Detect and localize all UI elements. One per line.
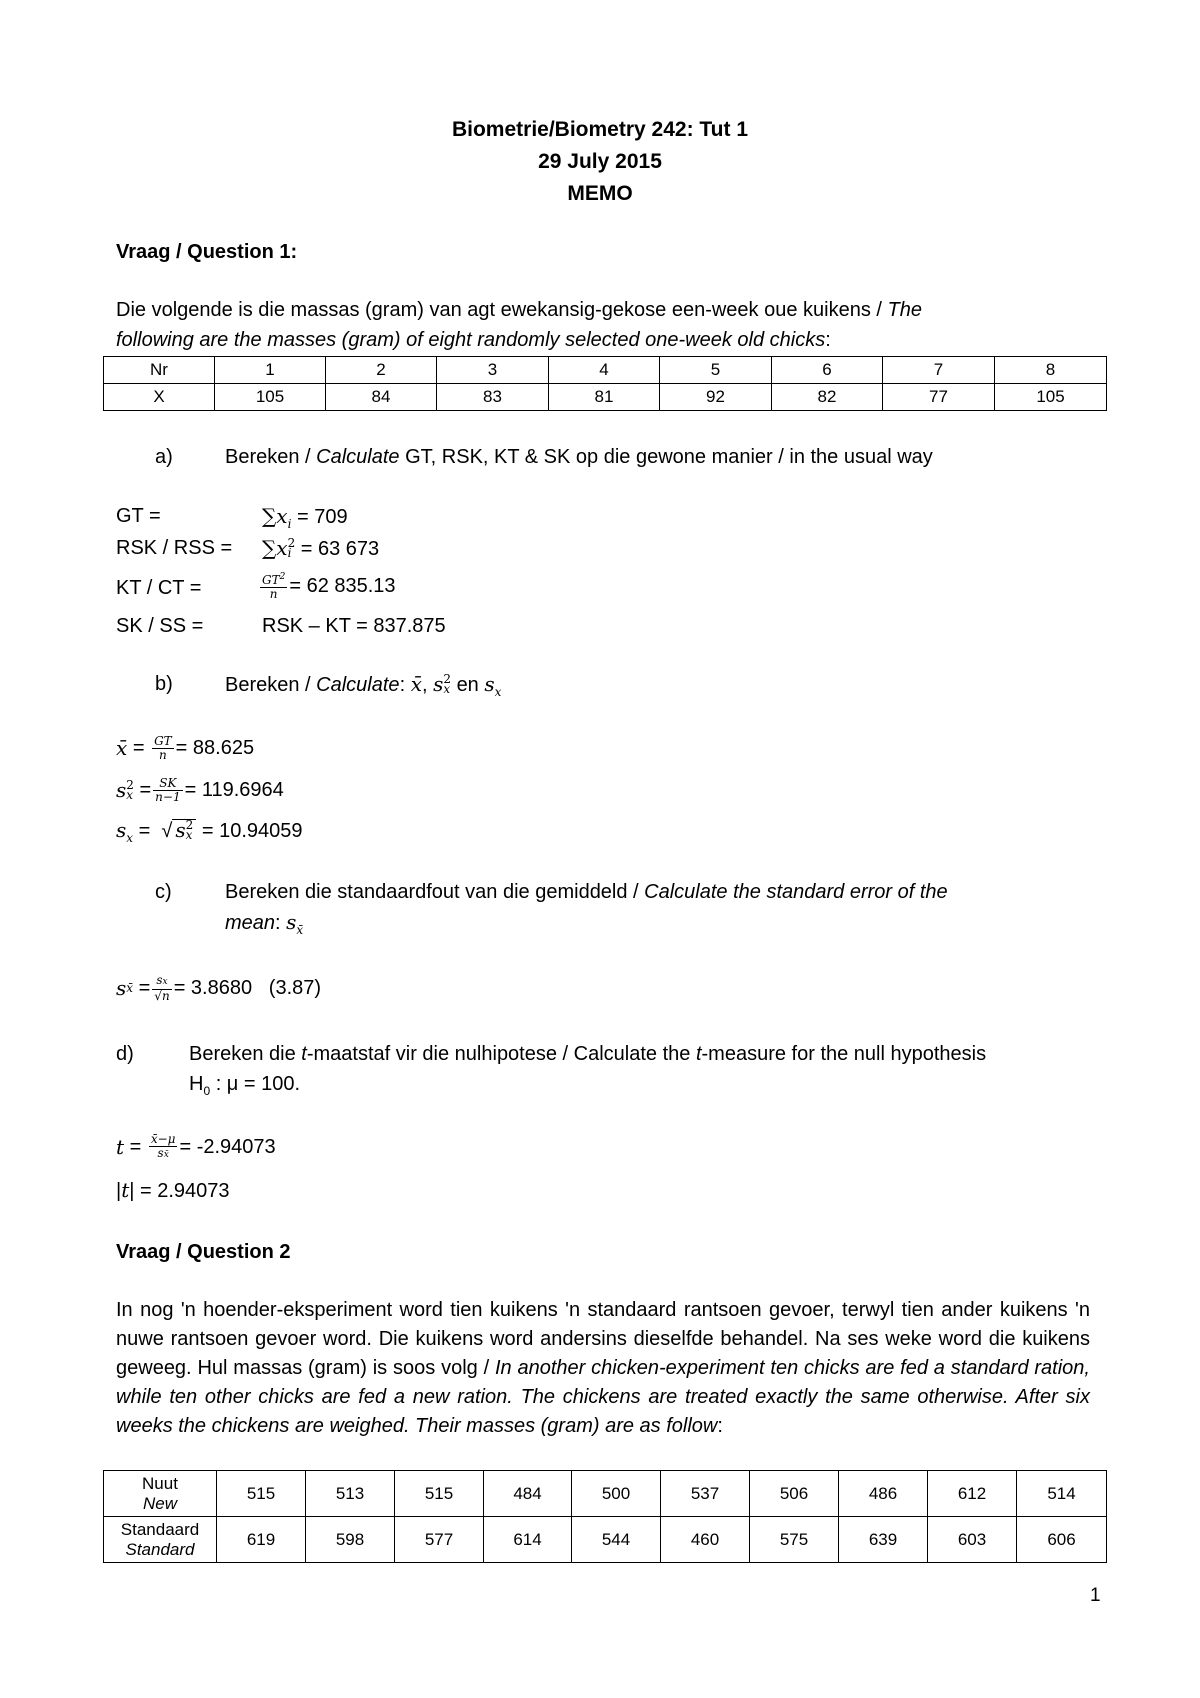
table-cell: 537: [661, 1471, 750, 1517]
table-cell: 515: [217, 1471, 306, 1517]
table-cell: 460: [661, 1517, 750, 1563]
part-d-question-line-1: [189, 1042, 986, 1066]
table-cell: 81: [549, 384, 660, 411]
question-2-heading: Vraag / Question 2: [116, 1241, 291, 1263]
table-cell: 514: [1017, 1471, 1107, 1517]
sd-formula: $s_x$ = √ s 2 x = 10.94059: [116, 818, 303, 845]
table-cell: 598: [306, 1517, 395, 1563]
part-c-question-line-2: mean: $s_{x̄}$: [225, 910, 304, 937]
h0-subscript: 0: [203, 1084, 211, 1098]
standard-label-af: Standaard: [120, 1519, 200, 1539]
t-value: = -2.94073: [179, 1136, 276, 1158]
se-rounded: (3.87): [268, 977, 322, 999]
part-b-label: b): [155, 673, 173, 695]
question-2-paragraph: [116, 1296, 1090, 1441]
part-a-label: a): [155, 446, 173, 468]
rsk-formula: ∑x 2 i = 63 673: [262, 536, 380, 560]
variance-value: = 119.6964: [184, 779, 284, 801]
new-label-af: Nuut: [142, 1473, 178, 1493]
gt-label: GT =: [116, 505, 161, 527]
table-cell: 639: [839, 1517, 928, 1563]
table-row: [104, 1471, 1107, 1517]
variance-formula: s 2 x = $\frac{SK}{n-1}$ = 119.6964: [116, 775, 284, 804]
part-b-question: Bereken / Calculate: x̄, s 2 x en $s_x$: [225, 672, 502, 699]
table-row: [104, 1517, 1107, 1563]
part-b-en: en: [456, 674, 479, 696]
sk-value: RSK – KT = 837.875: [262, 615, 446, 637]
question-2-text-end: :: [717, 1415, 723, 1437]
rsk-value: = 63 673: [300, 538, 380, 560]
table-cell: 612: [928, 1471, 1017, 1517]
h0-letter: H: [189, 1073, 204, 1095]
part-a-text-italic: Calculate: [316, 446, 400, 468]
table-cell: 500: [572, 1471, 661, 1517]
table-cell: 515: [395, 1471, 484, 1517]
se-value: = 3.8680: [173, 977, 253, 999]
table-cell: 606: [1017, 1517, 1107, 1563]
row-label: X: [104, 384, 215, 411]
table-cell: 506: [750, 1471, 839, 1517]
gt-formula: $\sum x_i = 709$: [262, 504, 348, 531]
h0-text: : μ = 100.: [210, 1073, 301, 1095]
rsk-label: RSK / RSS =: [116, 537, 233, 559]
part-c-text-2: :: [275, 912, 281, 934]
part-d-text-2: -maatstaf vir die nulhipotese / Calculate the: [306, 1043, 696, 1065]
table-cell: 484: [484, 1471, 572, 1517]
table-cell: 7: [883, 357, 995, 384]
part-d-text-1: Bereken die: [189, 1043, 302, 1065]
table-row: [104, 357, 1107, 384]
part-a-text-1: Bereken /: [225, 446, 317, 468]
question-2-text-af: In nog 'n hoender-eksperiment word tien kuikens 'n standaard rantsoen gevoer, terwyl tien ander kuikens 'n nuwe rantsoen gevoer word. Die kuikens word andersins dieselfde behandel. Na ses weke word die kuikens geweeg. Hul massas (gram) is soos volg /: [116, 1299, 1090, 1379]
table-cell: 83: [437, 384, 549, 411]
question-2-text-en: In another chicken-experiment ten chicks are fed a standard ration, while ten other chicks are fed a new ration. The chickens are treated exactly the same otherwise. After six weeks the chickens are weighed. Their masses (gram) are as follow: [116, 1357, 1090, 1437]
table-cell: 77: [883, 384, 995, 411]
part-c-text-italic-2: mean: [225, 912, 276, 934]
gt-value: = 709: [296, 506, 348, 528]
question-1-intro-line-2: [116, 328, 831, 352]
part-a-question: [225, 445, 933, 469]
table-cell: 82: [772, 384, 883, 411]
question-1-intro-line-1: [116, 298, 922, 322]
table-cell: 6: [772, 357, 883, 384]
se-formula: s x̄ = $\frac{sx}{√n}$ = 3.8680 (3.87): [116, 972, 322, 1003]
row-label: [104, 1517, 217, 1563]
intro-en-text-2: following are the masses (gram) of eight randomly selected one-week old chicks: [116, 329, 826, 351]
table-cell: 5: [660, 357, 772, 384]
table-cell: 1: [215, 357, 326, 384]
table-cell: 513: [306, 1471, 395, 1517]
table-cell: 4: [549, 357, 660, 384]
table-cell: 8: [995, 357, 1107, 384]
part-d-text-3: -measure for the null hypothesis: [701, 1043, 987, 1065]
part-d-label: d): [116, 1043, 134, 1065]
part-b-text-italic: Calculate: [316, 674, 400, 696]
sk-label: SK / SS =: [116, 615, 204, 637]
t-symbol: t: [695, 1043, 702, 1065]
table-cell: 3: [437, 357, 549, 384]
table-cell: 92: [660, 384, 772, 411]
kt-label: KT / CT =: [116, 577, 202, 599]
t-formula: t = $\frac{x̄-\mu}{sx̄}$ = -2.94073: [116, 1131, 276, 1160]
ration-mass-table: [103, 1470, 1107, 1563]
part-c-label: c): [155, 881, 172, 903]
question-1-heading: Vraag / Question 1:: [116, 241, 298, 263]
mean-value: = 88.625: [175, 737, 255, 759]
new-label-en: New: [142, 1493, 177, 1513]
table-cell: 603: [928, 1517, 1017, 1563]
standard-label-en: Standard: [125, 1539, 195, 1559]
abs-t-formula: |t| = 2.94073: [116, 1178, 230, 1202]
table-cell: 575: [750, 1517, 839, 1563]
kt-formula: $\frac{GT^2}{n}$ = 62 835.13: [262, 572, 396, 601]
table-cell: 105: [215, 384, 326, 411]
row-label: Nr: [104, 357, 215, 384]
intro-end: :: [825, 329, 831, 351]
document-title: Biometrie/Biometry 242: Tut 1: [451, 118, 749, 141]
kt-value: = 62 835.13: [289, 575, 396, 597]
part-c-text-italic-1: Calculate the standard error of the: [644, 881, 948, 903]
document-subtitle: MEMO: [567, 182, 633, 205]
part-b-text-1: Bereken /: [225, 674, 317, 696]
table-cell: 577: [395, 1517, 484, 1563]
part-c-question-line-1: [225, 880, 948, 904]
chick-mass-table: [103, 356, 1107, 411]
intro-af-text: Die volgende is die massas (gram) van agt ewekansig-gekose een-week oue kuikens /: [116, 299, 888, 321]
page-number: 1: [1090, 1585, 1101, 1606]
abs-t-value: = 2.94073: [140, 1180, 230, 1202]
part-a-text-2: GT, RSK, KT & SK op die gewone manier / in the usual way: [399, 446, 933, 468]
mean-formula: x̄ = $\frac{GT}{n}$ = 88.625: [116, 733, 255, 762]
table-cell: 544: [572, 1517, 661, 1563]
document-date: 29 July 2015: [538, 150, 662, 173]
null-hypothesis: [189, 1072, 300, 1103]
part-c-text-1: Bereken die standaardfout van die gemiddeld /: [225, 881, 645, 903]
part-b-text-2: :: [399, 674, 406, 696]
table-cell: 105: [995, 384, 1107, 411]
table-cell: 614: [484, 1517, 572, 1563]
row-label: [104, 1471, 217, 1517]
table-cell: 2: [326, 357, 437, 384]
table-cell: 84: [326, 384, 437, 411]
table-cell: 619: [217, 1517, 306, 1563]
sd-value: = 10.94059: [201, 820, 303, 842]
table-row: [104, 384, 1107, 411]
table-cell: 486: [839, 1471, 928, 1517]
t-symbol: t: [301, 1043, 307, 1065]
intro-en-text-1: The: [887, 299, 922, 321]
